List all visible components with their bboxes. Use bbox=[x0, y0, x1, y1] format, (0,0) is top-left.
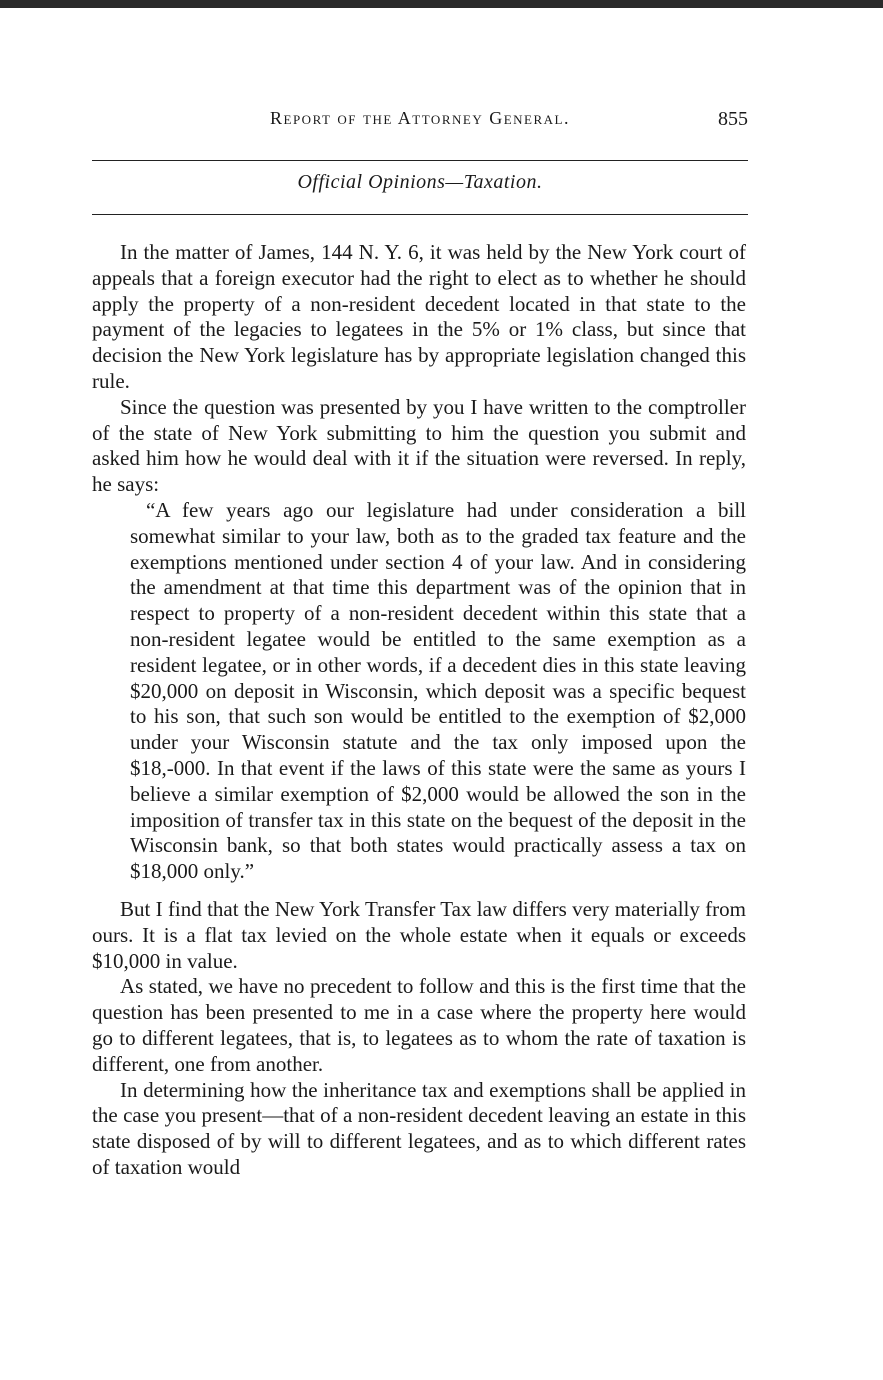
running-title: Report of the Attorney General. bbox=[270, 108, 570, 128]
paragraph-determining: In determining how the inheritance tax and exemptions shall be applied in the case you present—that of a non-resident decedent leaving an estate in this state disposed of by will to different legatees, and as to which different rates of taxation would bbox=[92, 1077, 746, 1179]
paragraph-comptroller: Since the question was presented by you I have written to the comptroller of the state of New York submitting to him the question you submit and asked him how he would deal with it if the situation were reversed. In reply, he says: bbox=[92, 394, 746, 497]
paragraph-quotation: “A few years ago our legislature had under consideration a bill somewhat similar to your law, both as to the graded tax feature and the exemptions mentioned under section 4 of your law. And in considering the amendment at that time this department was of the opinion that in respect to property of a non-resident decedent within this state that a non-resident legatee would be entitled to the same exemption as a resident legatee, or in other words, if a decedent dies in this state leaving $20,000 on deposit in Wisconsin, which deposit was a specific bequest to his son, that such son would be entitled to the exemption of $2,000 under your Wisconsin statute and the tax only imposed upon the $18,-000. In that event if the laws of this state were the same as yours I believe a similar exemption of $2,000 would be allowed the son in the imposition of transfer tax in this state on the bequest of the deposit in the Wisconsin bank, so that both states would practically assess a tax on $18,000 only.” bbox=[130, 497, 746, 884]
paragraph-james-case: In the matter of James, 144 N. Y. 6, it was held by the New York court of appeals that a foreign executor had the right to elect as to whether he should apply the property of a non-resident decedent located in that state to the payment of the legacies to legatees in the 5% or 1% class, but since that decision the New York legislature has by appropriate legislation changed this rule. bbox=[92, 240, 746, 393]
paragraph-flat-tax: But I find that the New York Transfer Tax law differs very materially from ours. It is a flat tax levied on the whole estate when it equals or exceeds $10,000 in value. bbox=[92, 896, 746, 973]
body-text bbox=[92, 240, 746, 1181]
header-rule-top bbox=[92, 160, 748, 161]
header-rule-bottom bbox=[92, 214, 748, 215]
running-header bbox=[92, 108, 748, 138]
page-number: 855 bbox=[718, 108, 748, 130]
scan-top-edge bbox=[0, 0, 883, 8]
section-heading: Official Opinions—Taxation. bbox=[297, 171, 543, 193]
paragraph-no-precedent: As stated, we have no precedent to follow and this is the first time that the question has been presented to me in a case where the property here would go to different legatees, that is, to legatees as to whom the rate of taxation is different, one from another. bbox=[92, 974, 746, 1076]
